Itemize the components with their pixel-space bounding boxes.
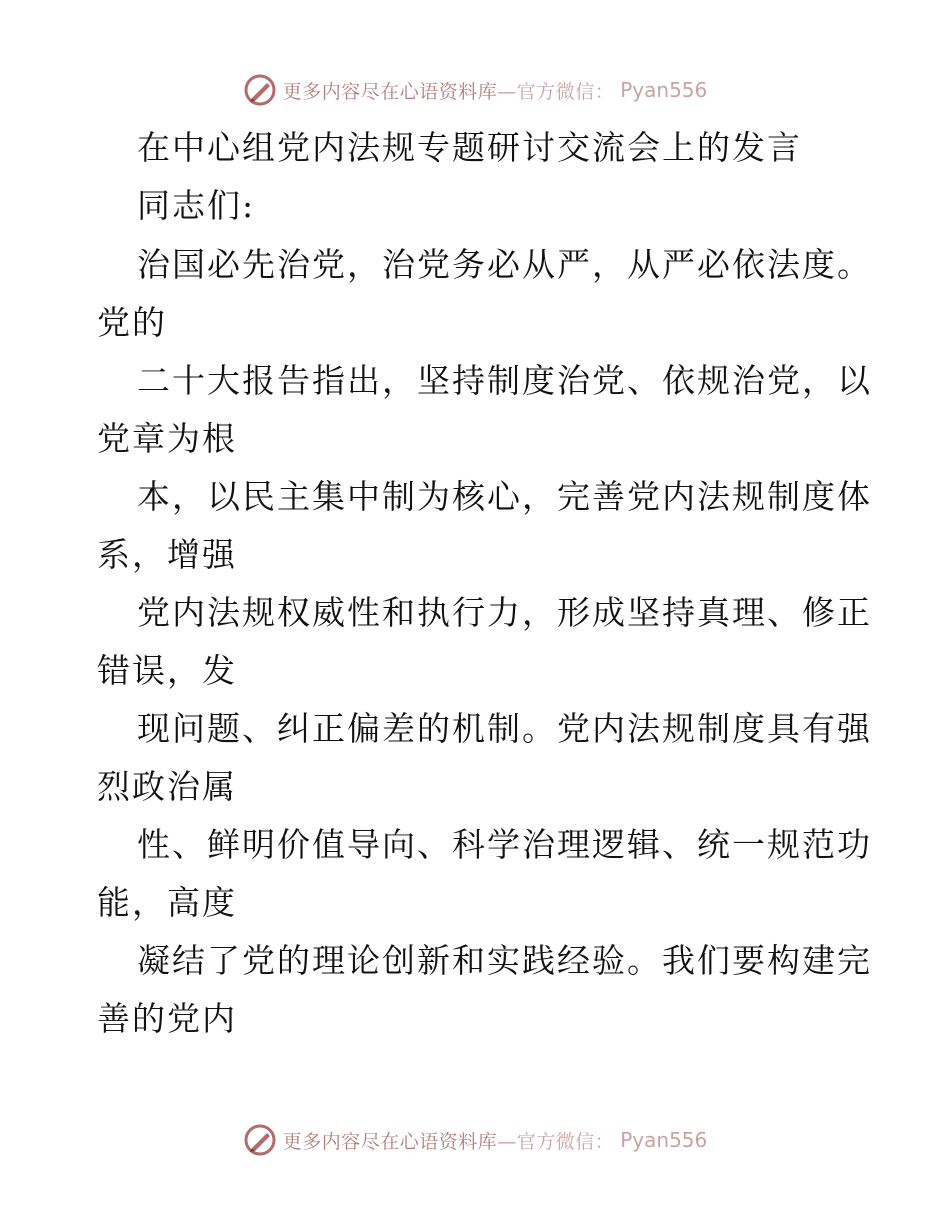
watermark-suffix: 官方微信： [516,80,615,103]
watermark-id: Pyan556 [620,1128,708,1152]
paragraph-line: 烈政治属 [97,767,237,806]
watermark-text [283,77,615,104]
paragraph-line: 党章为根 [97,419,237,458]
watermark-dash: — [497,80,517,103]
paragraph-line: 党内法规权威性和执行力，形成坚持真理、修正 [137,593,872,632]
watermark-text [283,1127,615,1154]
header-watermark [0,70,950,110]
paragraph-line: 善的党内 [97,999,237,1038]
paragraph-line: 党的 [97,303,167,342]
watermark-prefix: 更多内容尽在心语资料库 [282,1130,498,1153]
watermark-dash: — [497,1130,517,1153]
watermark-id: Pyan556 [620,78,708,102]
document-title: 在中心组党内法规专题研讨交流会上的发言 [137,128,802,167]
paragraph-line: 能，高度 [97,883,237,922]
watermark-suffix: 官方微信： [516,1130,615,1153]
paragraph-line: 本，以民主集中制为核心，完善党内法规制度体 [137,477,872,516]
paragraph-line: 错误，发 [97,651,237,690]
paragraph-line: 二十大报告指出，坚持制度治党、依规治党，以 [137,361,872,400]
salutation: 同志们: [137,186,256,225]
paragraph-line: 治国必先治党，治党务必从严，从严必依法度。 [137,245,872,284]
paragraph-line: 系，增强 [97,535,237,574]
footer-watermark [0,1120,950,1160]
pen-in-circle-icon [243,73,277,107]
pen-in-circle-icon [243,1123,277,1157]
watermark-prefix: 更多内容尽在心语资料库 [282,80,498,103]
paragraph-line: 凝结了党的理论创新和实践经验。我们要构建完 [137,941,872,980]
paragraph-line: 现问题、纠正偏差的机制。党内法规制度具有强 [137,709,872,748]
paragraph-line: 性、鲜明价值导向、科学治理逻辑、统一规范功 [137,825,872,864]
